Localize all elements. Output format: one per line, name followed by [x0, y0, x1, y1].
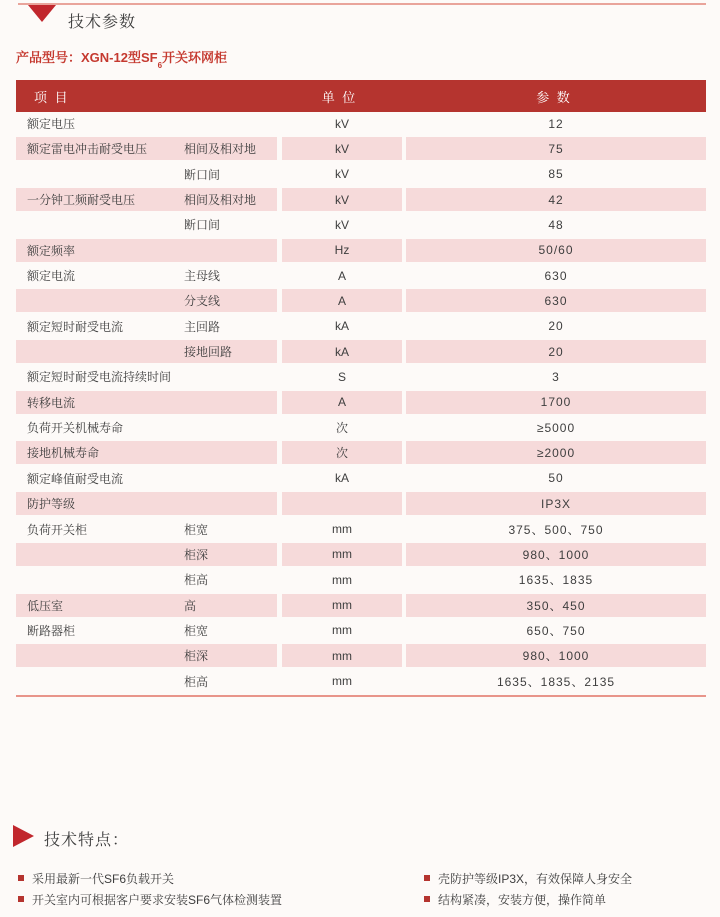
item-cell — [16, 644, 277, 667]
table-row — [16, 441, 706, 466]
item-label: 防护等级 — [27, 497, 76, 512]
unit-cell — [282, 365, 402, 388]
value-label: 650、750 — [526, 623, 586, 638]
product-model-line — [16, 47, 227, 68]
unit-cell — [282, 112, 402, 135]
table-row — [16, 492, 706, 517]
value-cell — [406, 416, 706, 439]
value-label: 75 — [548, 141, 564, 156]
table-row — [16, 340, 706, 365]
value-cell — [406, 492, 706, 515]
item-cell — [16, 568, 277, 591]
unit-label: mm — [332, 674, 352, 689]
spec-table — [16, 80, 706, 697]
unit-label: mm — [332, 522, 352, 536]
sub-item-label: 主回路 — [184, 319, 221, 334]
header-param: 参 数 — [536, 89, 572, 105]
unit-label: mm — [332, 547, 352, 562]
unit-label: mm — [332, 623, 352, 638]
value-cell — [406, 137, 706, 160]
unit-cell — [282, 163, 402, 186]
feature-text: 结构紧凑，安装方便，操作简单 — [438, 892, 607, 907]
unit-cell — [282, 594, 402, 617]
item-cell — [16, 518, 277, 541]
section-triangle-down-icon — [28, 5, 56, 22]
item-label: 低压室 — [27, 598, 64, 613]
item-cell — [16, 467, 277, 490]
value-cell — [406, 188, 706, 211]
unit-cell — [282, 467, 402, 490]
value-label: 20 — [548, 319, 564, 334]
item-label: 一分钟工频耐受电压 — [27, 193, 136, 208]
unit-cell — [282, 518, 402, 541]
value-label: 48 — [548, 217, 564, 232]
item-cell — [16, 112, 277, 135]
table-row — [16, 568, 706, 593]
unit-cell — [282, 391, 402, 414]
sub-item-label: 断口间 — [184, 218, 221, 233]
feature-text: 开关室内可根据客户要求安装SF6气体检测装置 — [32, 892, 283, 907]
sub-item-label: 断口间 — [184, 167, 221, 182]
item-cell — [16, 391, 277, 414]
value-label: 1635、1835 — [518, 573, 594, 588]
value-cell — [406, 619, 706, 642]
item-cell — [16, 594, 277, 617]
table-row — [16, 137, 706, 162]
sub-item-label: 主母线 — [184, 269, 221, 284]
table-row — [16, 213, 706, 238]
value-label: 3 — [552, 369, 560, 384]
unit-label: mm — [332, 598, 352, 613]
bullet-square-icon — [18, 896, 24, 902]
unit-cell — [282, 543, 402, 566]
unit-label: kV — [334, 217, 349, 232]
value-label: ≥5000 — [536, 420, 576, 435]
model-prefix: 产品型号：XGN-12型SF — [16, 50, 158, 65]
value-cell — [406, 670, 706, 693]
item-cell — [16, 543, 277, 566]
table-row — [16, 644, 706, 669]
unit-cell — [282, 644, 402, 667]
model-subscript: 6 — [157, 60, 163, 70]
value-label: 50/60 — [538, 243, 574, 258]
unit-cell — [282, 670, 402, 693]
value-label: 630 — [544, 293, 568, 308]
item-cell — [16, 670, 277, 693]
unit-label: A — [337, 395, 346, 410]
value-cell — [406, 441, 706, 464]
value-label: 12 — [548, 116, 564, 131]
feature-text: 壳防护等级IP3X，有效保障人身安全 — [438, 871, 633, 886]
item-cell — [16, 239, 277, 262]
table-row — [16, 163, 706, 188]
value-label: 1635、1835、2135 — [496, 674, 616, 689]
table-row — [16, 391, 706, 416]
unit-label: mm — [332, 648, 352, 663]
value-label: IP3X — [540, 496, 571, 511]
value-cell — [406, 594, 706, 617]
value-cell — [406, 163, 706, 186]
sub-item-label: 相间及相对地 — [184, 142, 257, 157]
table-row — [16, 518, 706, 543]
unit-cell — [282, 213, 402, 236]
table-row — [16, 239, 706, 264]
item-label: 额定雷电冲击耐受电压 — [27, 142, 148, 157]
header-item: 项 目 — [34, 89, 70, 105]
table-row — [16, 112, 706, 137]
feature-item — [424, 892, 606, 906]
sub-item-label: 分支线 — [184, 294, 221, 309]
unit-cell — [282, 289, 402, 312]
unit-cell — [282, 619, 402, 642]
unit-label: kA — [334, 344, 349, 359]
table-row — [16, 264, 706, 289]
item-cell — [16, 163, 277, 186]
value-cell — [406, 340, 706, 363]
item-cell — [16, 137, 277, 160]
item-cell — [16, 492, 277, 515]
unit-label: 次 — [335, 421, 348, 436]
header-unit: 单 位 — [321, 89, 358, 105]
model-suffix: 开关环网柜 — [162, 50, 228, 65]
table-row — [16, 289, 706, 314]
value-cell — [406, 644, 706, 667]
unit-cell — [282, 492, 402, 515]
value-cell — [406, 239, 706, 262]
unit-label: A — [337, 268, 346, 283]
item-label: 额定电流 — [27, 269, 76, 284]
item-cell — [16, 264, 277, 287]
table-row — [16, 594, 706, 619]
table-row — [16, 416, 706, 441]
item-label: 转移电流 — [27, 395, 76, 410]
value-label: 1700 — [540, 395, 572, 410]
item-cell — [16, 340, 277, 363]
value-cell — [406, 518, 706, 541]
unit-cell — [282, 264, 402, 287]
table-row — [16, 619, 706, 644]
value-cell — [406, 112, 706, 135]
table-body — [16, 112, 706, 695]
sub-item-label: 高 — [184, 598, 197, 613]
item-cell — [16, 441, 277, 464]
table-row — [16, 188, 706, 213]
value-label: 20 — [548, 344, 564, 359]
feature-text: 采用最新一代SF6负载开关 — [32, 871, 175, 886]
table-row — [16, 365, 706, 390]
table-row — [16, 315, 706, 340]
unit-label: kA — [334, 471, 349, 486]
item-label: 额定电压 — [27, 117, 76, 131]
value-cell — [406, 289, 706, 312]
table-row — [16, 543, 706, 568]
value-cell — [406, 568, 706, 591]
table-header-row — [16, 80, 706, 112]
unit-label: Hz — [334, 243, 350, 258]
item-cell — [16, 315, 277, 338]
feature-item — [18, 892, 282, 906]
unit-cell — [282, 239, 402, 262]
value-cell — [406, 365, 706, 388]
value-label: 85 — [548, 167, 564, 182]
item-label: 负荷开关柜 — [27, 522, 88, 537]
item-label: 负荷开关机械寿命 — [27, 421, 124, 436]
unit-label: mm — [332, 572, 352, 587]
unit-label: A — [337, 293, 346, 308]
item-cell — [16, 416, 277, 439]
value-cell — [406, 391, 706, 414]
section-title-tech-features: 技术特点： — [44, 832, 130, 849]
item-cell — [16, 619, 277, 642]
sub-item-label: 柜宽 — [184, 623, 209, 638]
item-label: 额定峰值耐受电流 — [27, 471, 124, 486]
value-label: 980、1000 — [522, 649, 590, 664]
table-row — [16, 670, 706, 695]
unit-label: kV — [334, 141, 349, 156]
unit-label: 次 — [335, 446, 348, 461]
value-cell — [406, 467, 706, 490]
item-label: 额定频率 — [27, 243, 76, 258]
unit-cell — [282, 137, 402, 160]
sub-item-label: 柜高 — [184, 674, 209, 689]
sub-item-label: 柜宽 — [184, 522, 209, 537]
item-cell — [16, 213, 277, 236]
item-label: 额定短时耐受电流持续时间 — [27, 370, 172, 385]
sub-item-label: 柜高 — [184, 573, 209, 588]
unit-label: S — [337, 369, 346, 384]
unit-label: kA — [334, 319, 349, 334]
value-label: 630 — [544, 268, 568, 283]
unit-label: kV — [334, 116, 349, 131]
unit-cell — [282, 416, 402, 439]
value-label: ≥2000 — [536, 445, 576, 460]
top-divider-line — [18, 3, 706, 5]
value-cell — [406, 264, 706, 287]
value-label: 375、500、750 — [508, 522, 604, 537]
unit-cell — [282, 340, 402, 363]
item-label: 接地机械寿命 — [27, 446, 100, 461]
bullet-square-icon — [18, 875, 24, 881]
value-cell — [406, 543, 706, 566]
item-label: 额定短时耐受电流 — [27, 319, 124, 334]
item-cell — [16, 289, 277, 312]
bullet-square-icon — [424, 896, 430, 902]
value-cell — [406, 315, 706, 338]
unit-cell — [282, 315, 402, 338]
value-label: 980、1000 — [522, 547, 590, 562]
sub-item-label: 柜深 — [184, 649, 209, 664]
table-row — [16, 467, 706, 492]
value-label: 50 — [548, 471, 564, 486]
value-label: 350、450 — [526, 598, 586, 613]
item-cell — [16, 365, 277, 388]
bullet-square-icon — [424, 875, 430, 881]
sub-item-label: 相间及相对地 — [184, 193, 257, 208]
unit-cell — [282, 568, 402, 591]
unit-label: kV — [334, 192, 349, 207]
feature-item — [424, 871, 632, 885]
unit-label: kV — [334, 167, 349, 182]
feature-item — [18, 871, 174, 885]
section-title-tech-params: 技术参数 — [68, 14, 137, 31]
sub-item-label: 接地回路 — [184, 345, 233, 360]
item-label: 断路器柜 — [27, 623, 76, 638]
unit-cell — [282, 441, 402, 464]
section-triangle-right-icon — [13, 825, 34, 847]
sub-item-label: 柜深 — [184, 547, 209, 562]
value-cell — [406, 213, 706, 236]
item-cell — [16, 188, 277, 211]
unit-cell — [282, 188, 402, 211]
value-label: 42 — [548, 192, 564, 207]
